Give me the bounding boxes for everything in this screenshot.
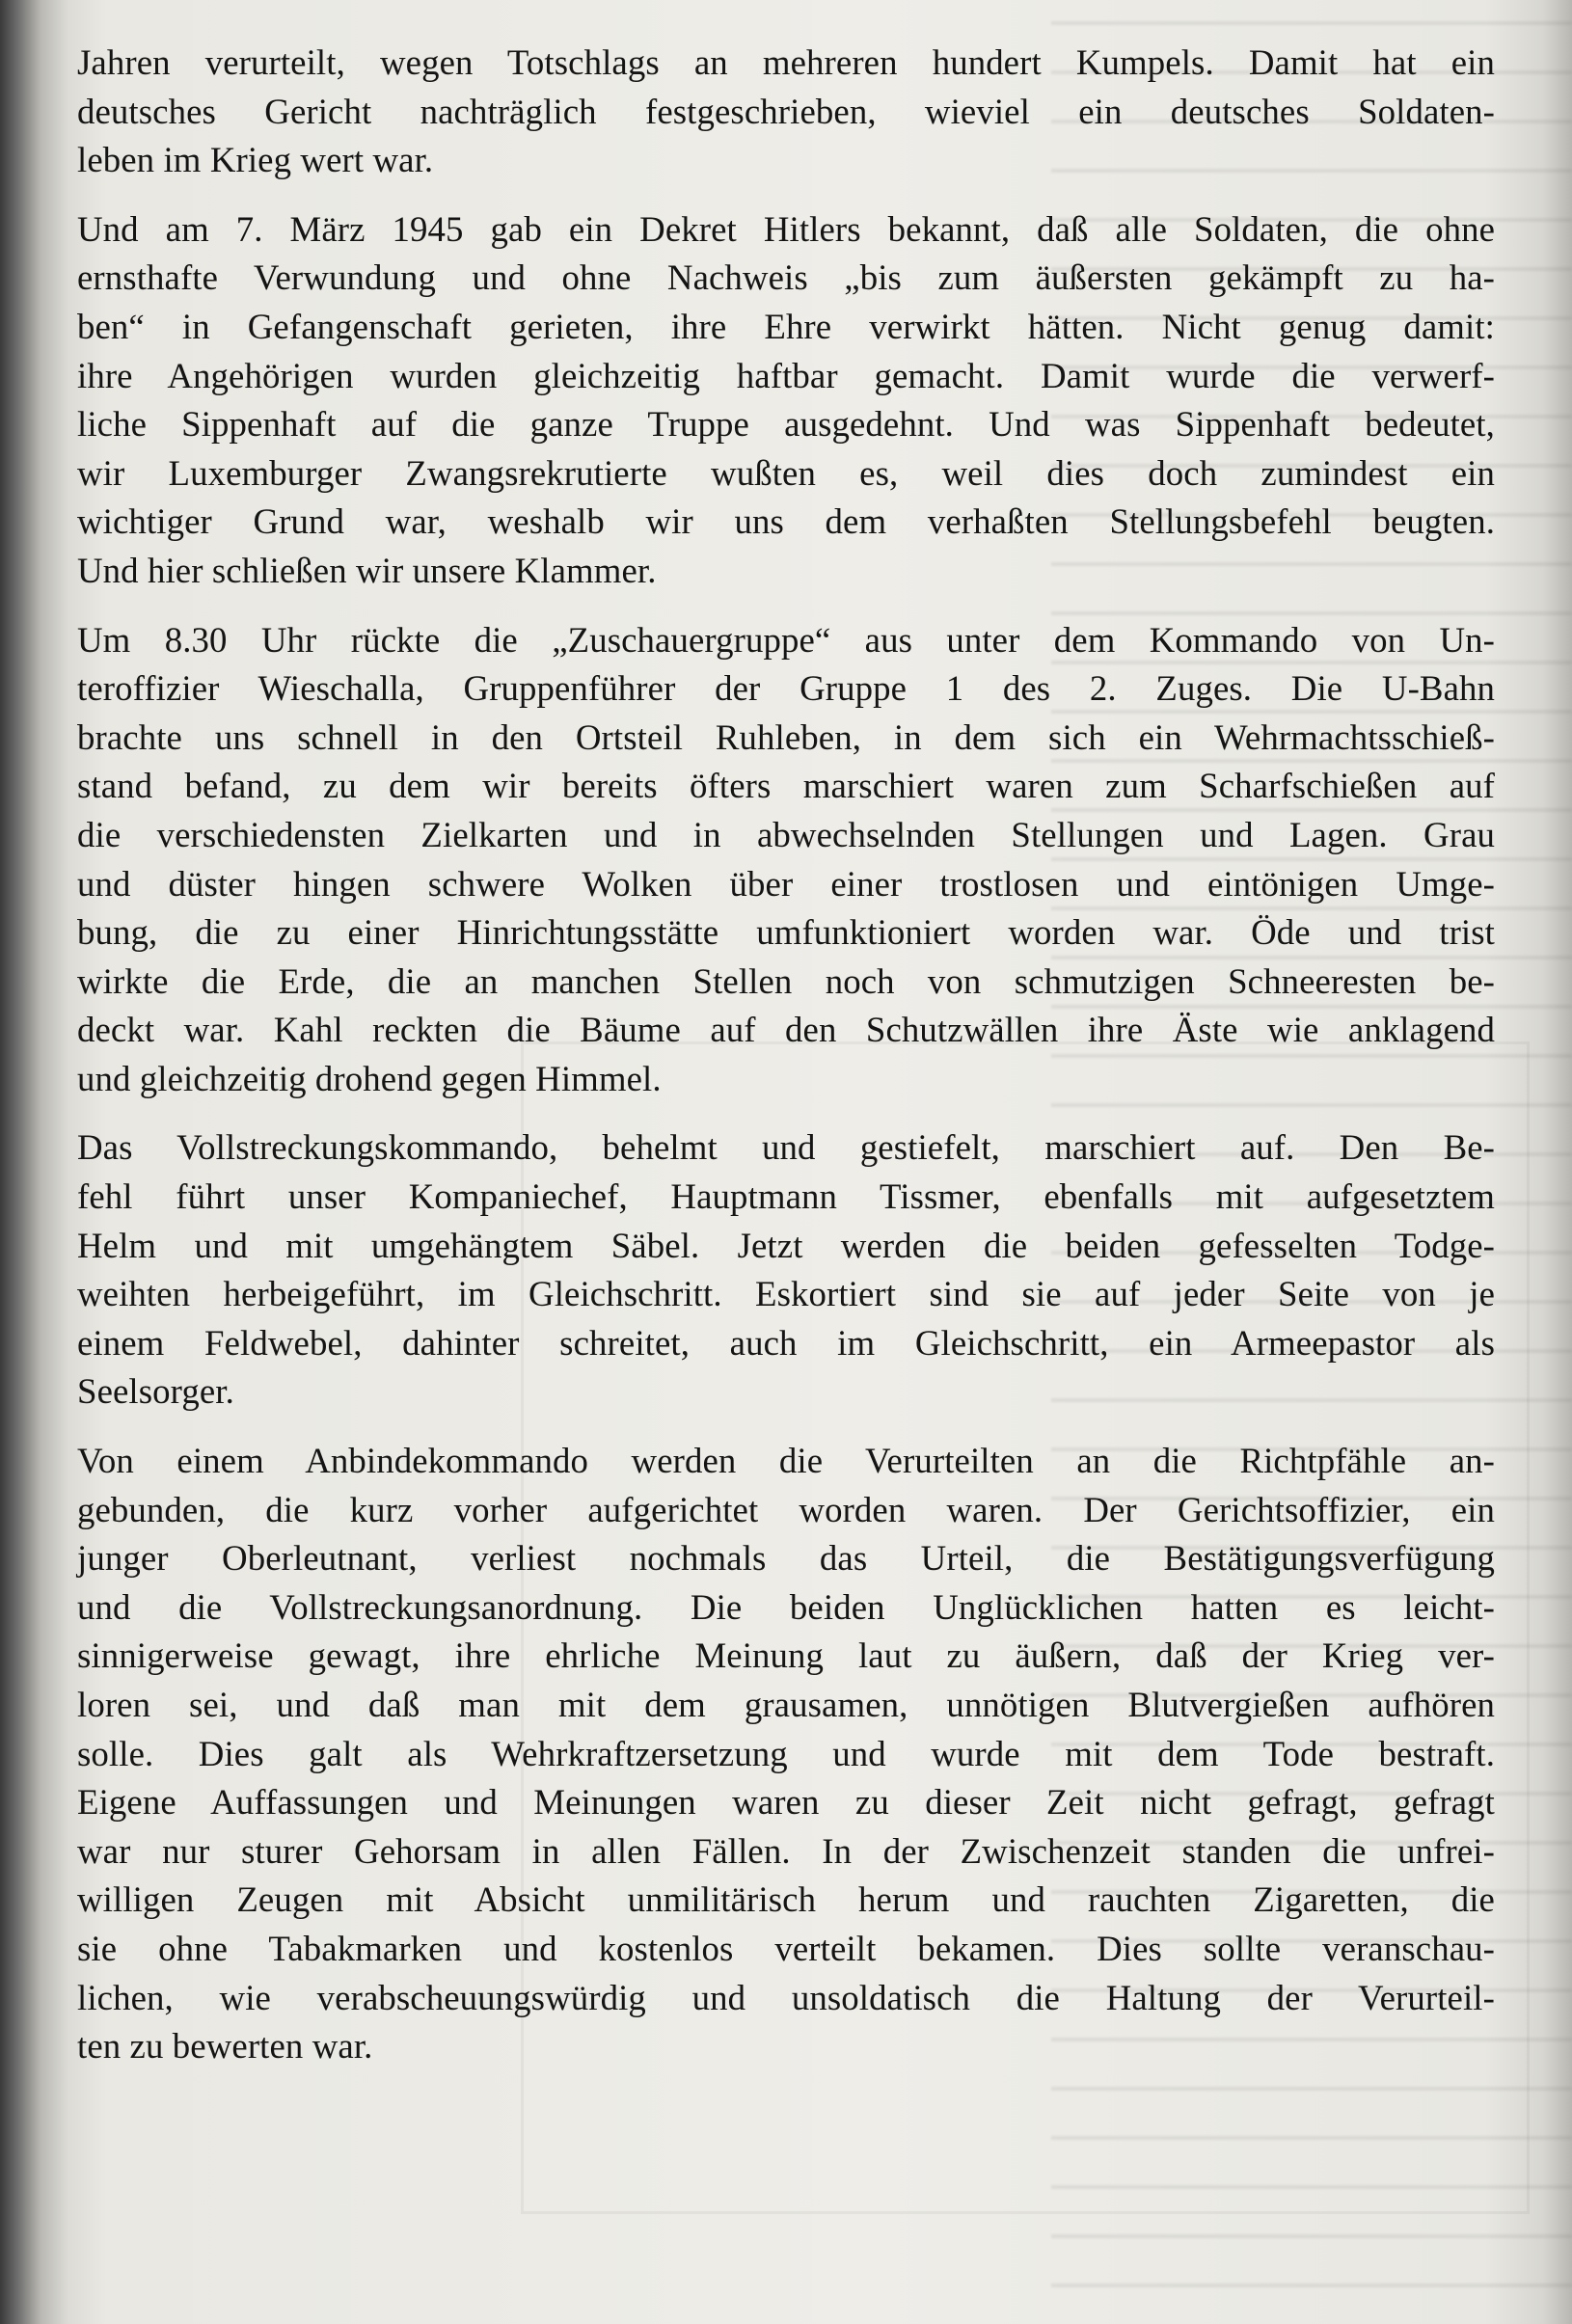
paragraph bbox=[77, 1123, 1495, 1417]
paragraph bbox=[77, 39, 1495, 185]
text-line: teroffizier Wieschalla, Gruppenführer der Gruppe 1 des 2. Zuges. Die U-Bahn bbox=[77, 668, 1495, 709]
text-line: deckt war. Kahl reckten die Bäume auf den Schutzwällen ihre Äste wie anklagend bbox=[77, 1010, 1495, 1050]
text-line: und gleichzeitig drohend gegen Himmel. bbox=[77, 1058, 662, 1098]
text-line: weihten herbeigeführt, im Gleichschritt. Eskortiert sind sie auf jeder Seite von je bbox=[77, 1274, 1495, 1314]
text-line: ihre Angehörigen wurden gleichzeitig haftbar gemacht. Damit wurde die verwerf- bbox=[77, 355, 1495, 395]
text-line: sinnigerweise gewagt, ihre ehrliche Meinung laut zu äußern, daß der Krieg ver- bbox=[77, 1635, 1495, 1676]
text-line: deutsches Gericht nachträglich festgeschrieben, wieviel ein deutsches Soldaten- bbox=[77, 91, 1495, 131]
text-line: Helm und mit umgehängtem Säbel. Jetzt werden die beiden gefesselten Todge- bbox=[77, 1225, 1495, 1265]
text-line: wichtiger Grund war, weshalb wir uns dem verhaßten Stellungsbefehl beugten. bbox=[77, 501, 1495, 542]
text-line: junger Oberleutnant, verliest nochmals das Urteil, die Bestätigungsverfügung bbox=[77, 1538, 1495, 1579]
text-line: Das Vollstreckungskommando, behelmt und gestiefelt, marschiert auf. Den Be- bbox=[77, 1127, 1495, 1168]
text-line: die verschiedensten Zielkarten und in abwechselnden Stellungen und Lagen. Grau bbox=[77, 814, 1495, 854]
text-line: ben“ in Gefangenschaft gerieten, ihre Ehre verwirkt hätten. Nicht genug damit: bbox=[77, 306, 1495, 346]
text-line: liche Sippenhaft auf die ganze Truppe ausgedehnt. Und was Sippenhaft bedeutet, bbox=[77, 404, 1495, 445]
text-line: Von einem Anbindekommando werden die Verurteilten an die Richtpfähle an- bbox=[77, 1441, 1495, 1481]
text-line: war nur sturer Gehorsam in allen Fällen. In der Zwischenzeit standen die unfrei- bbox=[77, 1830, 1495, 1871]
text-line: Um 8.30 Uhr rückte die „Zuschauergruppe“ aus unter dem Kommando von Un- bbox=[77, 619, 1495, 660]
text-line: gebunden, die kurz vorher aufgerichtet worden waren. Der Gerichtsoffizier, ein bbox=[77, 1489, 1495, 1529]
text-line: sie ohne Tabakmarken und kostenlos verteilt bekamen. Dies sollte veranschau- bbox=[77, 1928, 1495, 1968]
paragraph bbox=[77, 205, 1495, 596]
text-line: solle. Dies galt als Wehrkraftzersetzung und wurde mit dem Tode bestraft. bbox=[77, 1733, 1495, 1773]
text-line: willigen Zeugen mit Absicht unmilitärisch herum und rauchten Zigaretten, die bbox=[77, 1879, 1495, 1920]
text-line: bung, die zu einer Hinrichtungsstätte umfunktioniert worden war. Öde und trist bbox=[77, 912, 1495, 953]
text-line: fehl führt unser Kompaniechef, Hauptmann Tissmer, ebenfalls mit aufgesetztem bbox=[77, 1176, 1495, 1217]
text-line: lichen, wie verabscheuungswürdig und unsoldatisch die Haltung der Verurteil- bbox=[77, 1977, 1495, 2017]
text-line: Und hier schließen wir unsere Klammer. bbox=[77, 550, 657, 590]
text-line: wir Luxemburger Zwangsrekrutierte wußten es, weil dies doch zumindest ein bbox=[77, 452, 1495, 493]
text-line: und die Vollstreckungsanordnung. Die beiden Unglücklichen hatten es leicht- bbox=[77, 1586, 1495, 1627]
text-line: stand befand, zu dem wir bereits öfters marschiert waren zum Scharfschießen auf bbox=[77, 766, 1495, 806]
paragraph bbox=[77, 616, 1495, 1104]
text-line: loren sei, und daß man mit dem grausamen, unnötigen Blutvergießen aufhören bbox=[77, 1685, 1495, 1724]
text-line: Jahren verurteilt, wegen Totschlags an mehreren hundert Kumpels. Damit hat ein bbox=[77, 42, 1495, 82]
text-line: ten zu bewerten war. bbox=[77, 2026, 373, 2067]
body-text bbox=[77, 39, 1495, 2092]
text-line: ernsthafte Verwundung und ohne Nachweis „bis zum äußersten gekämpft zu ha- bbox=[77, 257, 1495, 298]
text-line: brachte uns schnell in den Ortsteil Ruhleben, in dem sich ein Wehrmachtsschieß- bbox=[77, 716, 1495, 757]
paragraph bbox=[77, 1437, 1495, 2071]
text-line: Und am 7. März 1945 gab ein Dekret Hitlers bekannt, daß alle Soldaten, die ohne bbox=[77, 208, 1495, 249]
text-line: Eigene Auffassungen und Meinungen waren zu dieser Zeit nicht gefragt, gefragt bbox=[77, 1782, 1495, 1823]
text-line: und düster hingen schwere Wolken über einer trostlosen und eintönigen Umge- bbox=[77, 863, 1495, 904]
text-line: leben im Krieg wert war. bbox=[77, 140, 434, 180]
text-line: wirkte die Erde, die an manchen Stellen noch von schmutzigen Schneeresten be- bbox=[77, 960, 1495, 1001]
text-line: einem Feldwebel, dahinter schreitet, auch im Gleichschritt, ein Armeepastor als bbox=[77, 1322, 1495, 1363]
text-line: Seelsorger. bbox=[77, 1371, 234, 1412]
